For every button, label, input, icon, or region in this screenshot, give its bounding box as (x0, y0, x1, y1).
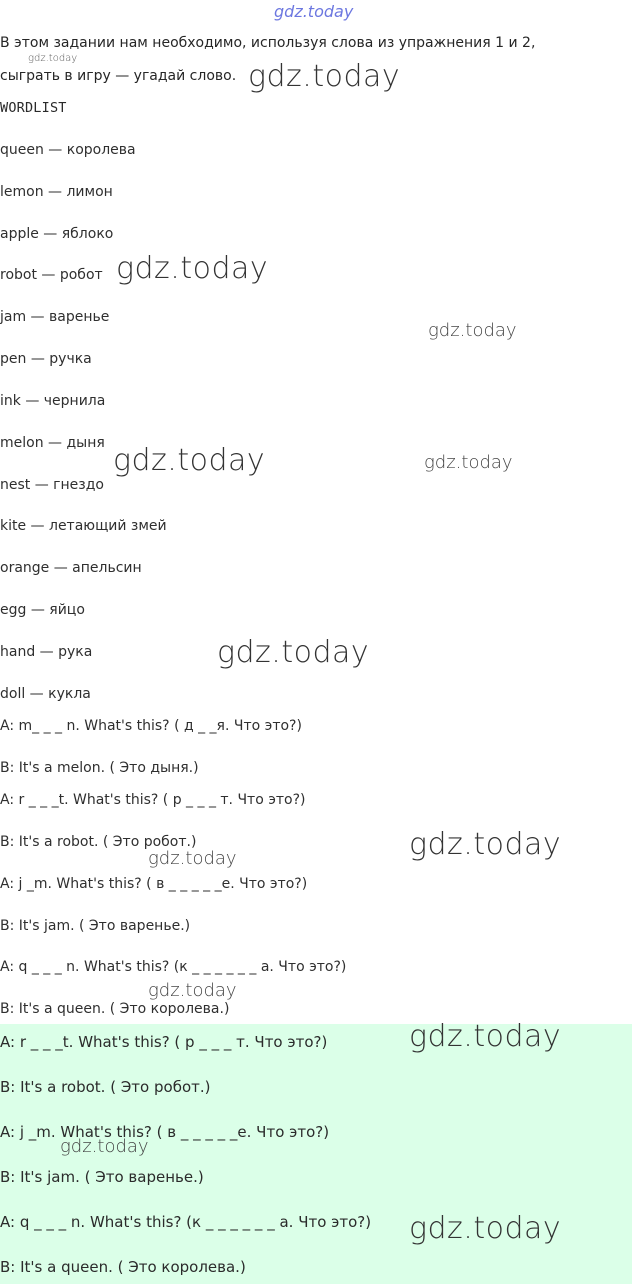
watermark: gdz.today (428, 320, 517, 341)
answer-line: A: q _ _ _ n. What's this? (к _ _ _ _ _ _ а. Что это?) (0, 1213, 372, 1231)
intro-line-1: В этом задании нам необходимо, используя слова из упражнения 1 и 2, (0, 35, 536, 51)
watermark: gdz.today (60, 1136, 149, 1157)
word-item: lemon — лимон (0, 184, 113, 200)
watermark: gdz.today (113, 443, 266, 478)
watermark: gdz.today (148, 980, 237, 1001)
watermark: gdz.today (148, 848, 237, 869)
word-item: kite — летающий змей (0, 518, 167, 534)
watermark: gdz.today (409, 1211, 562, 1246)
word-item: ink — чернила (0, 393, 106, 409)
word-item: robot — робот (0, 267, 103, 283)
word-item: egg — яйцо (0, 602, 85, 618)
dialogue-line: A: r _ _ _t. What's this? ( р _ _ _ т. Что это?) (0, 792, 306, 808)
answer-line: B: It's jam. ( Это варенье.) (0, 1168, 204, 1186)
header-watermark: gdz.today (274, 2, 354, 21)
dialogue-line: B: It's a robot. ( Это робот.) (0, 834, 197, 850)
answer-line: A: j _m. What's this? ( в _ _ _ _ _е. Что это?) (0, 1123, 330, 1141)
intro-line-2: сыграть в игру — угадай слово. (0, 68, 237, 84)
word-item: melon — дыня (0, 435, 105, 451)
watermark: gdz.today (409, 827, 562, 862)
word-item: apple — яблоко (0, 226, 114, 242)
watermark: gdz.today (409, 1019, 562, 1054)
word-item: orange — апельсин (0, 560, 142, 576)
answer-line: B: It's a robot. ( Это робот.) (0, 1078, 211, 1096)
answer-line: A: r _ _ _t. What's this? ( р _ _ _ т. Что это?) (0, 1033, 328, 1051)
watermark: gdz.today (424, 452, 513, 473)
word-item: nest — гнездо (0, 477, 104, 493)
word-item: jam — варенье (0, 309, 110, 325)
word-item: queen — королева (0, 142, 136, 158)
dialogue-line: A: q _ _ _ n. What's this? (к _ _ _ _ _ _ а. Что это?) (0, 959, 347, 975)
dialogue-line: B: It's a queen. ( Это королева.) (0, 1001, 230, 1017)
dialogue-line: B: It's a melon. ( Это дыня.) (0, 760, 199, 776)
word-item: doll — кукла (0, 686, 91, 702)
dialogue-line: A: m_ _ _ n. What's this? ( д _ _я. Что это?) (0, 718, 302, 734)
watermark: gdz.today (248, 59, 401, 94)
dialogue-line: A: j _m. What's this? ( в _ _ _ _ _е. Что это?) (0, 876, 308, 892)
watermark: gdz.today (28, 53, 78, 64)
dialogue-line: B: It's jam. ( Это варенье.) (0, 918, 191, 934)
word-item: hand — рука (0, 644, 93, 660)
watermark: gdz.today (116, 251, 269, 286)
word-item: pen — ручка (0, 351, 92, 367)
wordlist-title: WORDLIST (0, 100, 67, 116)
watermark: gdz.today (217, 635, 370, 670)
answer-line: B: It's a queen. ( Это королева.) (0, 1258, 246, 1276)
